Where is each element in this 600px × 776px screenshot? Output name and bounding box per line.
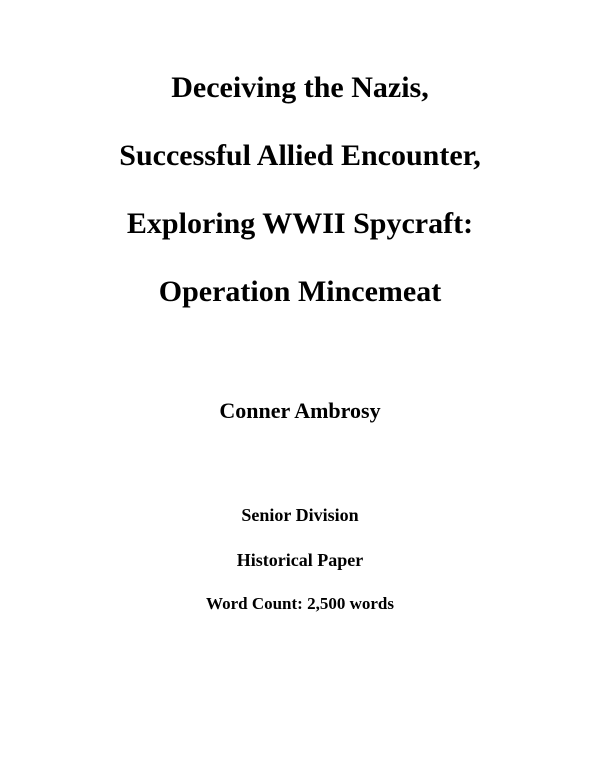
title-line-2: Successful Allied Encounter, [119,139,481,172]
title-line-1: Deceiving the Nazis, [171,71,429,104]
word-count-label: Word Count: 2,500 words [206,594,394,613]
title-line-3: Exploring WWII Spycraft: [126,207,474,240]
division-label: Senior Division [241,505,359,525]
author-name: Conner Ambrosy [219,398,381,423]
category-label: Historical Paper [236,550,364,570]
title-line-4: Operation Mincemeat [158,275,442,308]
